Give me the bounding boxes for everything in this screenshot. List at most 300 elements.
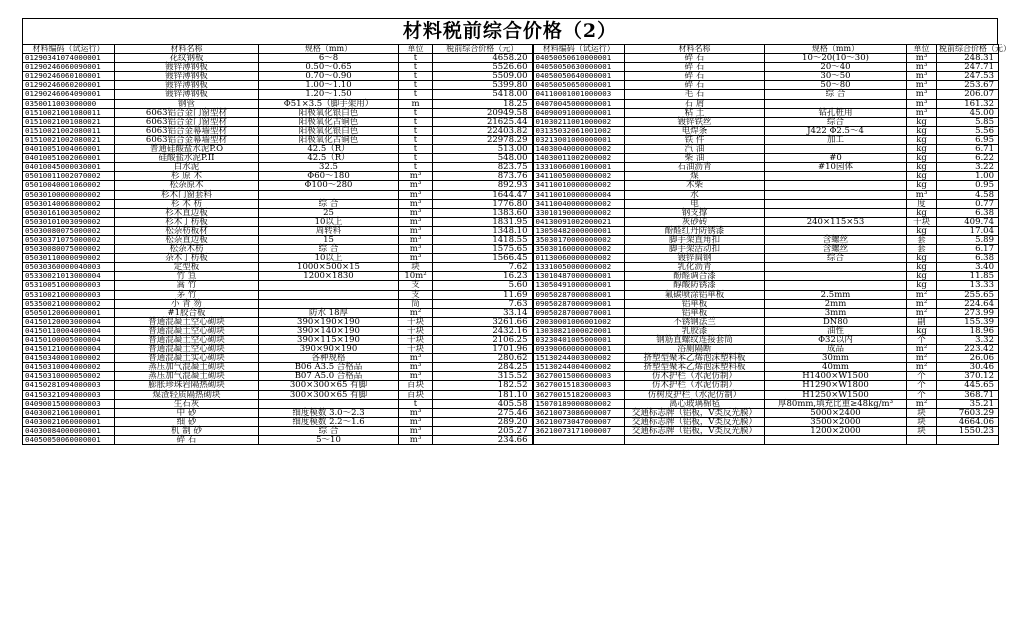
material-code: 05030371075000002 <box>23 235 115 244</box>
material-price: 7603.29 <box>937 408 999 417</box>
material-name: 醇酸防锈漆 <box>625 281 765 290</box>
material-spec: 25 <box>259 208 399 217</box>
material-unit: m³ <box>907 72 937 81</box>
material-price: 2432.16 <box>433 326 533 335</box>
material-code: 09050287000090001 <box>533 299 625 308</box>
material-code: 13050491000000001 <box>533 281 625 290</box>
material-spec: 油性 <box>765 326 907 335</box>
material-name: 钢管 <box>115 99 259 108</box>
material-unit: 支 <box>399 281 433 290</box>
material-spec: 20～40 <box>765 63 907 72</box>
material-spec: 3500×2000 <box>765 417 907 426</box>
material-spec: 各种规格 <box>259 354 399 363</box>
material-spec: 加工 <box>765 135 907 144</box>
material-spec: 综 合 <box>259 245 399 254</box>
material-spec: 5000×2400 <box>765 408 907 417</box>
material-unit: m³ <box>399 254 433 263</box>
material-code: 13310050000000002 <box>533 263 625 272</box>
material-price: 6.22 <box>937 154 999 163</box>
material-price: 1418.55 <box>433 235 533 244</box>
material-code: 04150281094000003 <box>23 381 115 390</box>
material-name: 粘 土 <box>625 108 765 117</box>
material-code: 34110010000000002 <box>533 181 625 190</box>
material-code: 04030084000000001 <box>23 426 115 435</box>
material-unit: 块 <box>907 408 937 417</box>
material-name: 铝单板 <box>625 299 765 308</box>
material-spec: 390×90×190 <box>259 345 399 354</box>
material-unit: m² <box>907 299 937 308</box>
material-spec: 1.20～1.50 <box>259 90 399 99</box>
material-unit: t <box>399 63 433 72</box>
material-name: 6063铝合金门窗型材 <box>115 108 259 117</box>
material-name: 硅酸盐水泥P.II <box>115 154 259 163</box>
material-spec: 50～80 <box>765 81 907 90</box>
material-code: 04050050060000001 <box>23 436 115 445</box>
material-name: 酚醛调合漆 <box>625 272 765 281</box>
material-name: 普通混凝土空心砌块 <box>115 336 259 345</box>
material-code: 05350021000000002 <box>23 299 115 308</box>
material-name: 普通混凝土实心砌块 <box>115 354 259 363</box>
material-code: 35030170000000002 <box>533 235 625 244</box>
material-price: 3.40 <box>937 263 999 272</box>
material-price: 1348.10 <box>433 226 533 235</box>
material-name: 细 砂 <box>115 417 259 426</box>
material-code: 05310021000000003 <box>23 290 115 299</box>
material-code: 01510021001080021 <box>23 117 115 126</box>
material-price: 17.04 <box>937 226 999 235</box>
material-unit: kg <box>907 154 937 163</box>
material-name: 仿木护栏（水泥仿制） <box>625 381 765 390</box>
material-code: 05010040001060002 <box>23 181 115 190</box>
material-code: 04010045000030001 <box>23 163 115 172</box>
material-code: 01030211001000002 <box>533 117 625 126</box>
header-code: 材料编码（试运行） <box>533 45 625 54</box>
material-unit: m³ <box>399 235 433 244</box>
material-price: 5399.80 <box>433 81 533 90</box>
material-price: 3.32 <box>937 336 999 345</box>
material-name: 煤 <box>625 172 765 181</box>
material-code: 04150110004000004 <box>23 326 115 335</box>
material-code: 04150310000050002 <box>23 372 115 381</box>
material-price: 275.46 <box>433 408 533 417</box>
material-spec: 40mm <box>765 363 907 372</box>
material-price: 161.32 <box>937 99 999 108</box>
material-unit: kg <box>907 226 937 235</box>
material-name: 铁 件 <box>625 135 765 144</box>
material-name: 石油沥青 <box>625 163 765 172</box>
material-spec: 0.50～0.65 <box>259 63 399 72</box>
material-unit: 千块 <box>399 317 433 326</box>
material-spec: 周转料 <box>259 226 399 235</box>
material-name: 杉木门窗套料 <box>115 190 259 199</box>
material-unit: m³ <box>399 190 433 199</box>
material-price: 5509.00 <box>433 72 533 81</box>
material-name: 生石灰 <box>115 399 259 408</box>
sheet-title: 材料税前综合价格（2） <box>22 18 998 44</box>
material-name: 松杂枋板材 <box>115 226 259 235</box>
material-unit: kg <box>907 272 937 281</box>
material-spec <box>259 190 399 199</box>
material-code: 01510021002080011 <box>23 126 115 135</box>
material-price: 0.77 <box>937 199 999 208</box>
material-unit: m² <box>907 290 937 299</box>
material-spec: 阳极氧化古铜色 <box>259 135 399 144</box>
material-price: 7.62 <box>433 263 533 272</box>
material-price: 1644.47 <box>433 190 533 199</box>
material-code: 05310051000000003 <box>23 281 115 290</box>
material-code: 04150340001000002 <box>23 354 115 363</box>
material-unit: kg <box>907 117 937 126</box>
material-name: 酚醛红丹防锈漆 <box>625 226 765 235</box>
material-name: 镀锌薄钢板 <box>115 72 259 81</box>
material-spec: 综 合 <box>765 90 907 99</box>
material-price: 892.93 <box>433 181 533 190</box>
material-price: 255.65 <box>937 290 999 299</box>
material-unit: t <box>399 126 433 135</box>
material-code: 03213001000000001 <box>533 135 625 144</box>
material-unit: m³ <box>907 190 937 199</box>
material-spec <box>765 281 907 290</box>
material-unit: m² <box>907 345 937 354</box>
material-spec: 综 合 <box>259 426 399 435</box>
material-unit: kg <box>907 145 937 154</box>
material-spec: 0.70～0.90 <box>259 72 399 81</box>
material-spec: 32.5 <box>259 163 399 172</box>
material-name: 松杂木枋 <box>115 245 259 254</box>
material-price: 45.00 <box>937 108 999 117</box>
material-code: 01290246064090001 <box>23 90 115 99</box>
material-spec: 6～8 <box>259 54 399 63</box>
material-unit: m² <box>907 399 937 408</box>
material-price: 1550.23 <box>937 426 999 435</box>
material-unit: m³ <box>399 199 433 208</box>
material-code: 05050120060000001 <box>23 308 115 317</box>
material-unit: t <box>399 54 433 63</box>
material-spec <box>259 281 399 290</box>
material-spec: Φ100～280 <box>259 181 399 190</box>
material-unit: kg <box>907 263 937 272</box>
material-name: #1胶合板 <box>115 308 259 317</box>
material-unit: m³ <box>907 90 937 99</box>
material-code: 04150100005000004 <box>23 336 115 345</box>
material-code: 04150120003000004 <box>23 317 115 326</box>
material-code: 13030821000020001 <box>533 326 625 335</box>
material-name: 杉木直边板 <box>115 208 259 217</box>
material-price: 2106.25 <box>433 336 533 345</box>
material-spec <box>259 290 399 299</box>
material-spec <box>765 263 907 272</box>
material-unit: m³ <box>399 363 433 372</box>
material-price: 247.53 <box>937 72 999 81</box>
material-spec: 300×300×65 有脚 <box>259 381 399 390</box>
material-code: 35030160000000002 <box>533 245 625 254</box>
material-code: 05330021013000004 <box>23 272 115 281</box>
material-spec: 10以上 <box>259 217 399 226</box>
header-code: 材料编码（试运行） <box>23 45 115 54</box>
material-unit: 套 <box>907 235 937 244</box>
material-unit: t <box>399 117 433 126</box>
material-code: 01290246060200001 <box>23 81 115 90</box>
table-row <box>23 290 999 299</box>
material-unit: m³ <box>399 217 433 226</box>
material-unit: m³ <box>399 181 433 190</box>
material-name: 柴 油 <box>625 154 765 163</box>
material-name: 6063铝合金幕墙型材 <box>115 126 259 135</box>
material-code: 01290246060090001 <box>23 63 115 72</box>
material-name: 6063铝合金门窗型材 <box>115 117 259 126</box>
material-unit: kg <box>907 326 937 335</box>
material-name: 乳化沥青 <box>625 263 765 272</box>
header-name: 材料名称 <box>625 45 765 54</box>
material-name: 小 青 笏 <box>115 299 259 308</box>
material-name: 离心玻璃棉毡 <box>625 399 765 408</box>
material-code: 04010051004060001 <box>23 145 115 154</box>
material-spec: 防水 18厚 <box>259 308 399 317</box>
material-code: 33010190000000002 <box>533 208 625 217</box>
material-spec: 390×115×190 <box>259 336 399 345</box>
material-price: 5418.00 <box>433 90 533 99</box>
material-name: 镀锌扁钢 <box>625 254 765 263</box>
material-name: 水 <box>625 190 765 199</box>
material-unit: 块 <box>907 426 937 435</box>
material-name: 汽 油 <box>625 145 765 154</box>
material-spec: 42.5（R） <box>259 154 399 163</box>
material-spec <box>259 299 399 308</box>
material-spec: 1.00～1.10 <box>259 81 399 90</box>
material-unit: 个 <box>907 372 937 381</box>
material-spec <box>765 181 907 190</box>
material-spec: 阳极氧化银白色 <box>259 108 399 117</box>
material-price: 280.62 <box>433 354 533 363</box>
material-unit: m² <box>907 308 937 317</box>
material-unit: m³ <box>399 245 433 254</box>
material-price: 284.25 <box>433 363 533 372</box>
material-name: 灰砂砖 <box>625 217 765 226</box>
table-row <box>23 90 999 99</box>
material-name: 松杂直边板 <box>115 235 259 244</box>
material-name: 普通混凝土空心砌块 <box>115 326 259 335</box>
material-name: 挤塑型聚苯乙烯泡沫塑料板 <box>625 354 765 363</box>
material-name: 电焊条 <box>625 126 765 135</box>
material-unit: m³ <box>907 81 937 90</box>
material-name: 仿木护栏（水泥仿制） <box>625 372 765 381</box>
material-spec <box>765 99 907 108</box>
material-name: 碎 石 <box>625 72 765 81</box>
material-price: 5.85 <box>937 117 999 126</box>
material-price: 7.63 <box>433 299 533 308</box>
material-name: 钢筋直螺纹连接套筒 <box>625 336 765 345</box>
material-spec <box>259 399 399 408</box>
material-price: 13.33 <box>937 281 999 290</box>
material-price: 873.76 <box>433 172 533 181</box>
material-unit: m³ <box>399 172 433 181</box>
material-name: 碎 石 <box>115 436 259 445</box>
material-spec: 390×190×190 <box>259 317 399 326</box>
material-name: 竹 笪 <box>115 272 259 281</box>
material-code: 05030360000040003 <box>23 263 115 272</box>
material-unit: m³ <box>907 99 937 108</box>
material-spec: 综 合 <box>259 199 399 208</box>
material-spec: 2.5mm <box>765 290 907 299</box>
header-price: 税前综合价格（元） <box>433 45 533 54</box>
material-price: 6.95 <box>937 135 999 144</box>
material-spec <box>765 190 907 199</box>
material-code: 04050050610000001 <box>533 54 625 63</box>
material-spec: 3mm <box>765 308 907 317</box>
material-code: 36270015006000003 <box>533 372 625 381</box>
material-code: 04150310004000002 <box>23 363 115 372</box>
table-row <box>23 399 999 408</box>
material-code: 20030001006001002 <box>533 317 625 326</box>
material-spec: 含螺丝 <box>765 245 907 254</box>
material-code: 04150121006000004 <box>23 345 115 354</box>
material-unit: kg <box>907 172 937 181</box>
material-spec: 厚80mm,填充比重≥48kg/m³ <box>765 399 907 408</box>
material-name: 浴厕隔断 <box>625 345 765 354</box>
table-row <box>23 181 999 190</box>
material-name: 镀锌薄钢板 <box>115 90 259 99</box>
material-name: 镀锌薄钢板 <box>115 63 259 72</box>
material-spec: H1250×W1500 <box>765 390 907 399</box>
material-unit: 10m² <box>399 272 433 281</box>
table-row <box>23 199 999 208</box>
material-price: 1776.80 <box>433 199 533 208</box>
material-price: 409.74 <box>937 217 999 226</box>
material-unit: m³ <box>399 426 433 435</box>
material-unit: m³ <box>399 436 433 445</box>
material-spec: 细度模数 3.0～2.3 <box>259 408 399 417</box>
table-row <box>23 217 999 226</box>
material-code: 13050482000000001 <box>533 226 625 235</box>
material-price: 5.89 <box>937 235 999 244</box>
material-price: 247.71 <box>937 63 999 72</box>
material-code: 09390060000000001 <box>533 345 625 354</box>
table-row <box>23 408 999 417</box>
material-code: 04030021060000001 <box>23 417 115 426</box>
material-unit: kg <box>907 181 937 190</box>
material-spec: 1000×500×15 <box>259 263 399 272</box>
material-unit: 副 <box>907 317 937 326</box>
material-name: 碎 石 <box>625 63 765 72</box>
material-spec: H1400×W1500 <box>765 372 907 381</box>
table-row <box>23 390 999 399</box>
material-spec: 15 <box>259 235 399 244</box>
material-code: 05030110000090002 <box>23 254 115 263</box>
material-unit: 百块 <box>399 381 433 390</box>
material-name: 膨胀珍珠岩隔热砌块 <box>115 381 259 390</box>
material-spec: 30mm <box>765 354 907 363</box>
material-code: 34110010000000004 <box>533 190 625 199</box>
material-unit: 千块 <box>399 336 433 345</box>
material-name: 定型板 <box>115 263 259 272</box>
material-unit: m³ <box>907 108 937 117</box>
material-name: 交通标志牌（铝板，V类反光膜） <box>625 408 765 417</box>
material-code: 05030080075000002 <box>23 245 115 254</box>
material-unit: 千块 <box>399 345 433 354</box>
material-code: 04090091000000001 <box>533 108 625 117</box>
material-code: 01510021002080021 <box>23 135 115 144</box>
material-spec <box>765 436 907 445</box>
material-spec: 阳极氧化古铜色 <box>259 117 399 126</box>
material-name: 蒸压加气混凝土砌块 <box>115 372 259 381</box>
material-name: 花纹钢板 <box>115 54 259 63</box>
material-code: 05010011002070002 <box>23 172 115 181</box>
table-row <box>23 99 999 108</box>
header-unit: 单位 <box>399 45 433 54</box>
material-code: 05030080075000002 <box>23 226 115 235</box>
material-price: 6.71 <box>937 145 999 154</box>
material-price: 445.65 <box>937 381 999 390</box>
material-spec: DN80 <box>765 317 907 326</box>
material-code: 15130244004000002 <box>533 363 625 372</box>
material-code: 04110001001000003 <box>533 90 625 99</box>
material-price: 1831.95 <box>433 217 533 226</box>
material-code: 05030140068000002 <box>23 199 115 208</box>
table-row <box>23 381 999 390</box>
material-spec: Φ60～180 <box>259 172 399 181</box>
material-spec: 综合 <box>765 117 907 126</box>
material-price: 6.17 <box>937 245 999 254</box>
material-price: 18.25 <box>433 99 533 108</box>
material-price: 6.38 <box>937 254 999 263</box>
material-spec: 10～20(10～30) <box>765 54 907 63</box>
material-name: 中 砂 <box>115 408 259 417</box>
material-unit: t <box>399 163 433 172</box>
material-code: 04150321094000003 <box>23 390 115 399</box>
material-spec: 300×300×65 有脚 <box>259 390 399 399</box>
material-price: 11.85 <box>937 272 999 281</box>
table-row <box>23 108 999 117</box>
material-unit: m³ <box>399 208 433 217</box>
material-price: 18.96 <box>937 326 999 335</box>
material-price: 5526.60 <box>433 63 533 72</box>
material-price: 20949.58 <box>433 108 533 117</box>
material-name: 茅 竹 <box>115 290 259 299</box>
material-unit: t <box>399 135 433 144</box>
material-unit: 个 <box>907 381 937 390</box>
material-unit <box>907 436 937 445</box>
material-code: 05030101003090002 <box>23 217 115 226</box>
material-unit: 个 <box>907 336 937 345</box>
material-unit: t <box>399 399 433 408</box>
material-price: 22978.29 <box>433 135 533 144</box>
material-spec: 390×140×190 <box>259 326 399 335</box>
material-spec: 阳极氧化银白色 <box>259 126 399 135</box>
material-price: 0.95 <box>937 181 999 190</box>
material-unit: 千块 <box>399 326 433 335</box>
material-code: 34110050000000002 <box>533 172 625 181</box>
material-unit: kg <box>907 135 937 144</box>
material-code: 15130244003000002 <box>533 354 625 363</box>
material-name: 杂木丁枋板 <box>115 254 259 263</box>
material-spec: H1290×W1800 <box>765 381 907 390</box>
material-unit: 百块 <box>399 390 433 399</box>
material-unit: m <box>399 99 433 108</box>
material-price: 1566.45 <box>433 254 533 263</box>
material-price: 206.07 <box>937 90 999 99</box>
material-spec: 30～50 <box>765 72 907 81</box>
material-unit: 千块 <box>907 217 937 226</box>
material-code: 03230401005000001 <box>533 336 625 345</box>
material-unit: kg <box>907 208 937 217</box>
material-code: 09050287000080001 <box>533 290 625 299</box>
material-name: 杉 原 木 <box>115 172 259 181</box>
material-name: 篙 竹 <box>115 281 259 290</box>
material-name: 乳胶漆 <box>625 326 765 335</box>
material-unit: t <box>399 72 433 81</box>
material-price: 1.00 <box>937 172 999 181</box>
table-row <box>23 281 999 290</box>
